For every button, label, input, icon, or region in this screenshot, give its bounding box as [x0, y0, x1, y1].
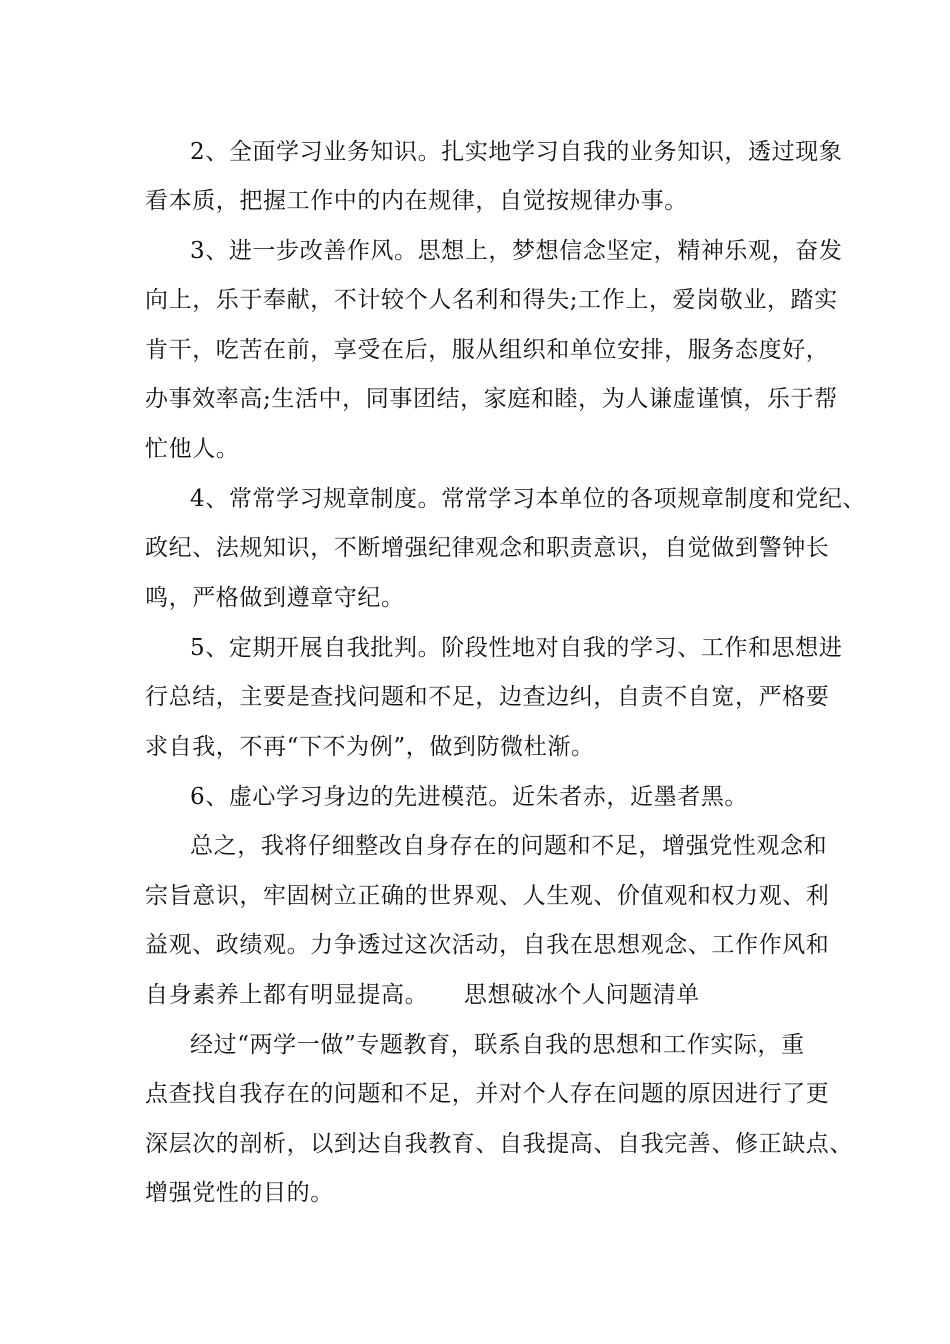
paragraph-4-line-1: 4、常常学习规章制度。常常学习本单位的各项规章制度和党纪、 [190, 486, 867, 512]
closing-line-2: 点查找自我存在的问题和不足，并对个人存在问题的原因进行了更 [145, 1081, 830, 1107]
paragraph-3-line-4: 办事效率高;生活中，同事团结，家庭和睦，为人谦虚谨慎，乐于帮 [145, 386, 838, 412]
summary-line-2: 宗旨意识，牢固树立正确的世界观、人生观、价值观和权力观、利 [145, 883, 830, 909]
paragraph-5-line-3: 求自我，不再“下不为例”，做到防微杜渐。 [145, 734, 595, 760]
paragraph-3-line-3: 肯干，吃苦在前，享受在后，服从组织和单位安排，服务态度好， [145, 337, 830, 363]
closing-line-3: 深层次的剖析，以到达自我教育、自我提高、自我完善、修正缺点、 [145, 1131, 853, 1157]
closing-line-4: 增强党性的目的。 [145, 1180, 334, 1206]
paragraph-3-line-2: 向上，乐于奉献，不计较个人名利和得失;工作上，爱岗敬业，踏实 [145, 287, 838, 313]
paragraph-5-line-1: 5、定期开展自我批判。阶段性地对自我的学习、工作和思想进 [190, 635, 843, 661]
paragraph-5-line-2: 行总结，主要是查找问题和不足，边查边纠，自责不自宽，严格要 [145, 684, 830, 710]
paragraph-2-line-2: 看本质，把握工作中的内在规律，自觉按规律办事。 [145, 188, 688, 214]
summary-line-1: 总之，我将仔细整改自身存在的问题和不足，增强党性观念和 [190, 833, 828, 859]
summary-line-4: 自身素养上都有明显提高。 思想破冰个人问题清单 [145, 982, 700, 1008]
paragraph-3-line-1: 3、进一步改善作风。思想上，梦想信念坚定，精神乐观，奋发 [190, 238, 843, 264]
summary-line-3: 益观、政绩观。力争透过这次活动，自我在思想观念、工作作风和 [145, 932, 830, 958]
paragraph-3-line-5: 忙他人。 [145, 436, 240, 462]
closing-line-1: 经过“两学一做”专题教育，联系自我的思想和工作实际，重 [190, 1032, 805, 1058]
paragraph-4-line-2: 政纪、法规知识，不断增强纪律观念和职责意识，自觉做到警钟长 [145, 535, 830, 561]
paragraph-4-line-3: 鸣，严格做到遵章守纪。 [145, 585, 405, 611]
paragraph-6-line-1: 6、虚心学习身边的先进模范。近朱者赤，近墨者黑。 [190, 784, 749, 810]
paragraph-2-line-1: 2、全面学习业务知识。扎实地学习自我的业务知识，透过现象 [190, 139, 843, 165]
